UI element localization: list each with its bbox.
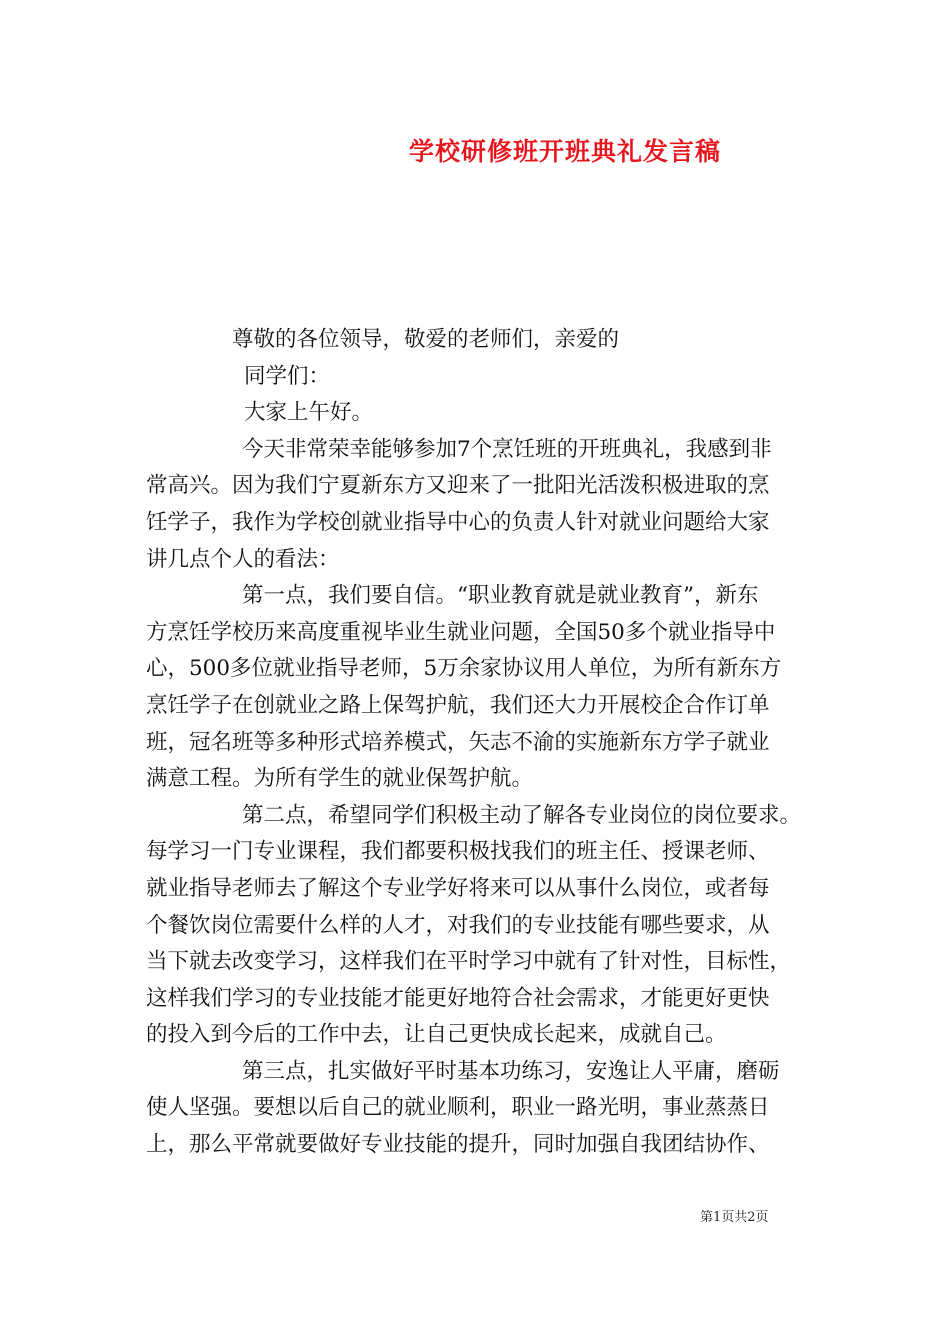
body-text-line: 大家上午好。 [244,400,374,426]
body-text-line: 饪学子，我作为学校创就业指导中心的负责人针对就业问题给大家 [146,509,770,535]
body-text-line: 今天非常荣幸能够参加7个烹饪班的开班典礼，我感到非 [242,436,772,462]
body-text-line: 这样我们学习的专业技能才能更好地符合社会需求，才能更好更快 [146,985,770,1011]
body-text-line: 每学习一门专业课程，我们都要积极找我们的班主任、授课老师、 [146,839,770,865]
document-title: 学校研修班开班典礼发言稿 [408,137,721,166]
body-text-line: 就业指导老师去了解这个专业学好将来可以从事什么岗位，或者每 [146,875,770,901]
body-text-line: 尊敬的各位领导，敬爱的老师们，亲爱的 [232,327,620,352]
body-text-line: 满意工程。为所有学生的就业保驾护航。 [146,766,534,792]
body-text-line: 同学们： [244,363,331,389]
body-text-line: 使人坚强。要想以后自己的就业顺利，职业一路光明，事业蒸蒸日 [146,1095,770,1121]
body-text-line: 第一点，我们要自信。“职业教育就是就业教育”，新东 [242,583,759,609]
page-number-footer: 第1页共2页 [700,1210,769,1225]
body-text-line: 烹饪学子在创就业之路上保驾护航，我们还大力开展校企合作订单 [146,692,770,718]
body-text-line: 第二点，希望同学们积极主动了解各专业岗位的岗位要求。 [242,802,802,828]
body-text-line: 第三点，扎实做好平时基本功练习，安逸让人平庸，磨砺 [242,1058,780,1084]
body-text-line: 心，500多位就业指导老师，5万余家协议用人单位，为所有新东方 [146,656,782,682]
body-text-line: 方烹饪学校历来高度重视毕业生就业问题，全国50多个就业指导中 [146,619,776,645]
body-text-line: 的投入到今后的工作中去，让自己更快成长起来，成就自己。 [146,1022,727,1048]
body-text-line: 上，那么平常就要做好专业技能的提升，同时加强自我团结协作、 [146,1132,770,1158]
body-text-line: 个餐饮岗位需要什么样的人才，对我们的专业技能有哪些要求，从 [146,912,770,938]
body-text-line: 讲几点个人的看法： [146,546,340,572]
document-body [146,322,818,1164]
body-text-line: 班，冠名班等多种形式培养模式，矢志不渝的实施新东方学子就业 [146,729,770,755]
body-text-line: 当下就去改变学习，这样我们在平时学习中就有了针对性，目标性， [146,949,792,975]
body-text-line: 常高兴。因为我们宁夏新东方又迎来了一批阳光活泼积极进取的烹 [146,473,770,499]
